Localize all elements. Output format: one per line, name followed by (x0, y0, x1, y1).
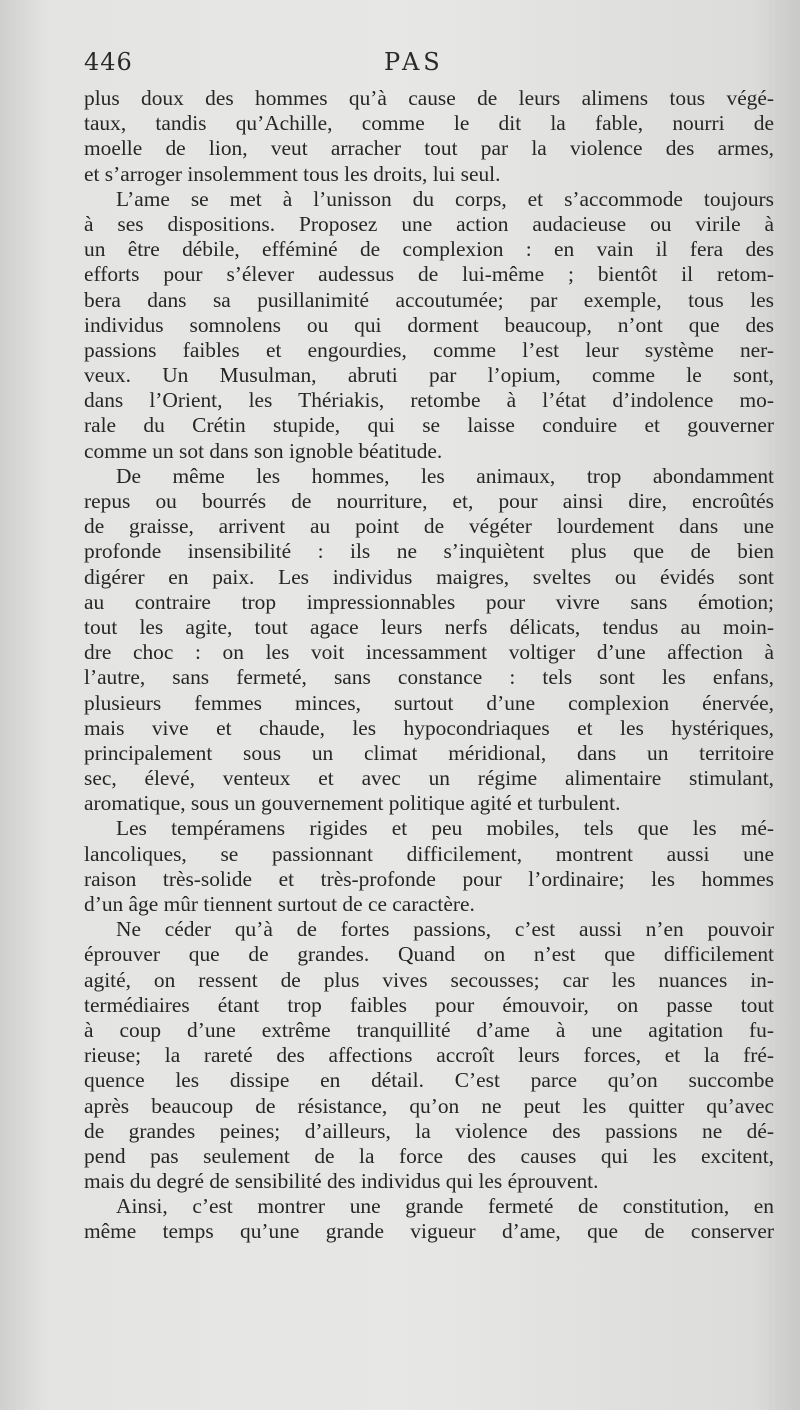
text-line: repus ou bourrés de nourriture, et, pour ainsi dire, encroûtés (84, 489, 774, 513)
text-line: Ainsi, c’est montrer une grande fermeté de constitution, en (116, 1194, 774, 1219)
text-line: De même les hommes, les animaux, trop abondamment (116, 463, 774, 488)
text-line: de grandes peines; d’ailleurs, la violence des passions ne dé- (84, 1118, 774, 1143)
page-header (84, 48, 774, 84)
text-line: éprouver que de grandes. Quand on n’est que difficilement (84, 942, 774, 967)
text-line: un être débile, efféminé de complexion : en vain il fera des (84, 237, 774, 262)
text-line: à ses dispositions. Proposez une action audacieuse ou virile à (84, 211, 774, 236)
text-line: profonde insensibilité : ils ne s’inquiètent plus que de bien (84, 539, 774, 564)
text-line: plus doux des hommes qu’à cause de leurs alimens tous végé- (84, 86, 774, 110)
text-line: Les tempéramens rigides et peu mobiles, tels que les mé- (116, 816, 774, 841)
text-line: même temps qu’une grande vigueur d’ame, que de conserver (84, 1219, 774, 1244)
text-line: rale du Crétin stupide, qui se laisse conduire et gouverner (84, 413, 774, 438)
text-line: L’ame se met à l’unisson du corps, et s’accommode toujours (116, 186, 774, 211)
text-line: principalement sous un climat méridional, dans un territoire (84, 740, 774, 765)
text-line: plusieurs femmes minces, surtout d’une complexion énervée, (84, 690, 774, 715)
text-line: d’un âge mûr tiennent surtout de ce caractère. (84, 892, 475, 916)
body-text (84, 86, 774, 1245)
page-number: 446 (84, 48, 133, 76)
text-line: aromatique, sous un gouvernement politique agité et turbulent. (84, 791, 621, 816)
text-line: raison très-solide et très-profonde pour l’ordinaire; les hommes (84, 866, 774, 891)
text-line: sec, élevé, venteux et avec un régime alimentaire stimulant, (84, 766, 774, 791)
text-line: quence les dissipe en détail. C’est parce qu’on succombe (84, 1068, 774, 1093)
text-line: termédiaires étant trop faibles pour émouvoir, on passe tout (84, 992, 774, 1017)
text-line: pend pas seulement de la force des causes qui les excitent, (84, 1143, 774, 1168)
text-line: dre choc : on les voit incessamment voltiger d’une affection à (84, 640, 774, 665)
text-line: mais vive et chaude, les hypocondriaques et les hystériques, (84, 715, 774, 740)
text-line: taux, tandis qu’Achille, comme le dit la fable, nourri de (84, 111, 774, 136)
text-line: bera dans sa pusillanimité accoutumée; par exemple, tous les (84, 287, 774, 312)
text-line: tout les agite, tout agace leurs nerfs délicats, tendus au moin- (84, 614, 774, 639)
text-line: au contraire trop impressionnables pour vivre sans émotion; (84, 589, 774, 614)
text-line: comme un sot dans son ignoble béatitude. (84, 438, 443, 463)
text-line: digérer en paix. Les individus maigres, sveltes ou évidés sont (84, 564, 774, 589)
text-line: moelle de lion, veut arracher tout par la violence des armes, (84, 136, 774, 161)
text-line: individus somnolens ou qui dorment beaucoup, n’ont que des (84, 312, 774, 337)
text-line: agité, on ressent de plus vives secousses; car les nuances in- (84, 967, 774, 992)
text-line: après beaucoup de résistance, qu’on ne peut les quitter qu’avec (84, 1093, 774, 1118)
text-line: Ne céder qu’à de fortes passions, c’est aussi n’en pouvoir (116, 917, 774, 942)
text-line: l’autre, sans fermeté, sans constance : tels sont les enfans, (84, 665, 774, 690)
text-line: dans l’Orient, les Thériakis, retombe à l’état d’indolence mo- (84, 388, 774, 413)
text-line: de graisse, arrivent au point de végéter lourdement dans une (84, 514, 774, 539)
text-line: lancoliques, se passionnant difficilement, montrent aussi une (84, 841, 774, 866)
text-line: veux. Un Musulman, abruti par l’opium, comme le sont, (84, 363, 774, 388)
running-head: PAS (384, 48, 444, 76)
text-line: rieuse; la rareté des affections accroît leurs forces, et la fré- (84, 1043, 774, 1068)
text-line: mais du degré de sensibilité des individus qui les éprouvent. (84, 1169, 599, 1194)
text-line: à coup d’une extrême tranquillité d’ame à une agitation fu- (84, 1017, 774, 1042)
text-line: passions faibles et engourdies, comme l’est leur système ner- (84, 337, 774, 362)
text-line: et s’arroger insolemment tous les droits, lui seul. (84, 161, 501, 186)
text-line: efforts pour s’élever audessus de lui-même ; bientôt il retom- (84, 262, 774, 287)
